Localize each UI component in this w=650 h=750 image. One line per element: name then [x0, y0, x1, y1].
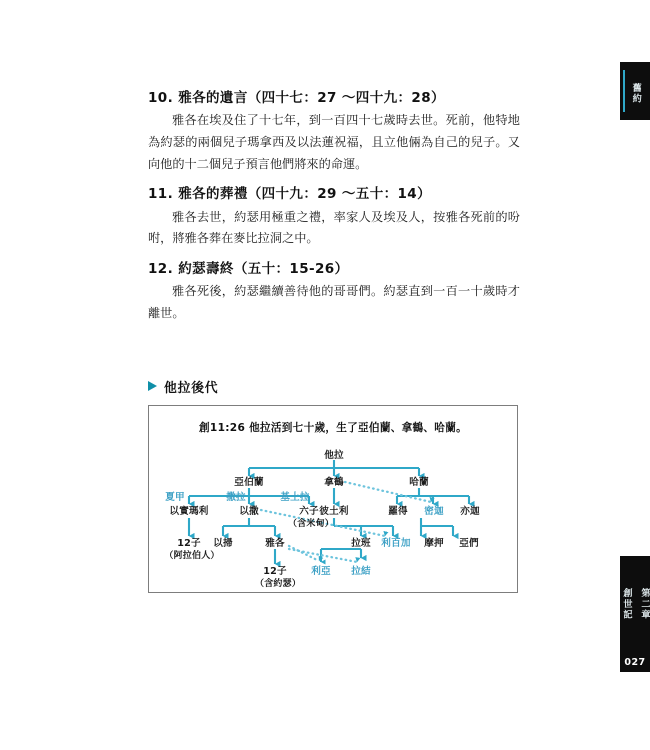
- node-keturah: 基土拉: [280, 491, 310, 503]
- node-twelve-sons-ishmael-sub: （阿拉伯人）: [164, 550, 220, 561]
- node-ishmael: 以實瑪利: [169, 505, 209, 517]
- node-isaac: 以撒: [239, 505, 259, 517]
- node-iscah: 亦迦: [460, 505, 480, 517]
- node-terah: 他拉: [324, 449, 344, 461]
- section-block-12: [148, 259, 520, 325]
- node-hagar: 夏甲: [165, 491, 185, 503]
- node-jacob: 雅各: [265, 537, 285, 549]
- triangle-right-icon: [148, 381, 157, 391]
- subsection-header: [148, 377, 520, 396]
- node-moab: 摩押: [424, 537, 444, 549]
- edge-tab-testament-label: 舊約: [630, 82, 642, 104]
- node-milcah: 密迦: [424, 505, 444, 517]
- node-lot: 羅得: [388, 505, 408, 517]
- node-rachel: 拉結: [351, 565, 371, 577]
- node-leah: 利亞: [311, 565, 331, 577]
- node-rebekah: 利百加: [381, 537, 411, 549]
- edge-tab-book-label: 創世記: [621, 587, 632, 621]
- node-ammon: 亞們: [459, 537, 479, 549]
- node-six-sons-sub: （含米甸）: [287, 518, 335, 529]
- tab-accent-bar: [623, 70, 625, 112]
- node-bethuel: 彼土利: [319, 505, 349, 517]
- section-paragraph-12: 雅各死後，約瑟繼續善待他的哥哥們。約瑟直到一百一十歲時才離世。: [148, 284, 520, 321]
- node-sarah: 撒拉: [226, 491, 246, 503]
- article-content: [148, 88, 520, 593]
- node-twelve-sons-ishmael: 12子: [177, 537, 201, 549]
- section-heading-12: 12. 約瑟壽終（五十：15-26）: [148, 261, 349, 278]
- section-heading-11: 11. 雅各的葬禮（四十九：29 ～五十：14）: [148, 186, 431, 203]
- section-block-11: [148, 184, 520, 250]
- section-paragraph-11: 雅各去世，約瑟用極重之禮，率家人及埃及人，按雅各死前的吩咐，將雅各葬在麥比拉洞之中。: [148, 209, 520, 246]
- node-six-sons: 六子: [299, 505, 319, 517]
- node-laban: 拉班: [351, 537, 371, 549]
- edge-tab-testament[interactable]: [620, 62, 650, 120]
- diagram-connectors: [149, 406, 519, 594]
- node-abram: 亞伯蘭: [234, 476, 264, 488]
- genealogy-diagram: [148, 405, 518, 593]
- edge-tab-chapter-label: 第二章: [638, 587, 650, 621]
- section-heading-10: 10. 雅各的遺言（四十七：27 ～四十九：28）: [148, 90, 445, 106]
- page-edge-tabs: [612, 0, 650, 750]
- page-number: 027: [620, 652, 650, 672]
- section-block-10: [148, 88, 520, 175]
- node-haran: 哈蘭: [409, 476, 429, 488]
- edge-tab-chapter[interactable]: [620, 556, 650, 652]
- node-twelve-sons-jacob-sub: （含約瑟）: [254, 578, 302, 589]
- node-nahor: 拿鶴: [324, 476, 344, 488]
- subsection-title: 他拉後代: [164, 380, 219, 396]
- node-twelve-sons-jacob: 12子: [263, 565, 287, 577]
- diagram-caption: 創11:26 他拉活到七十歲，生了亞伯蘭、拿鶴、哈蘭。: [199, 421, 467, 434]
- section-paragraph-10: 雅各在埃及住了十七年，到一百四十七歲時去世。死前，他特地為約瑟的兩個兒子瑪拿西及以法蓮祝福，且立他倆為自己的兒子。又向他的十二個兒子預言他們將來的命運。: [148, 113, 520, 171]
- node-esau: 以掃: [213, 537, 233, 549]
